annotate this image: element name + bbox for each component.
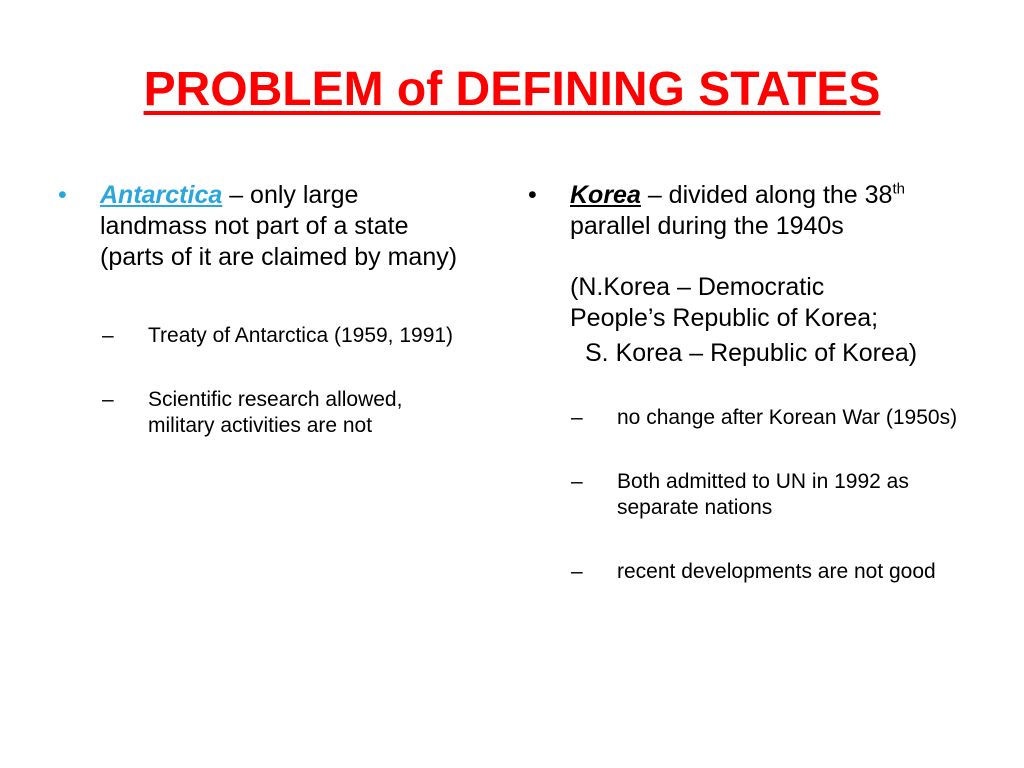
sub-item-un: [571, 469, 978, 521]
sub-dash: –: [571, 470, 583, 493]
antarctica-description: – only large landmass not part of a state (parts of it are claimed by many): [100, 181, 458, 271]
korea-description-part2: parallel during the 1940s: [570, 212, 844, 240]
sub-item-research: [102, 387, 468, 439]
korea-names-line2: S. Korea – Republic of Korea): [585, 339, 918, 367]
sub-item-text: no change after Korean War (1950s): [617, 406, 958, 429]
sub-dash: –: [102, 388, 114, 411]
term-korea: Korea: [570, 181, 641, 209]
slide-title: [0, 62, 1024, 117]
sub-item-recent: [571, 559, 978, 585]
sub-dash: –: [571, 560, 583, 583]
right-column: [528, 180, 978, 585]
korea-description-part1: – divided along the 38: [640, 181, 893, 209]
sub-dash: –: [571, 406, 583, 429]
term-antarctica: Antarctica: [100, 181, 223, 209]
sub-item-text: Both admitted to UN in 1992 as separate nations: [617, 470, 909, 519]
left-column: [58, 180, 468, 439]
sub-item-text: recent developments are not good: [617, 560, 936, 583]
slide-title-text: PROBLEM of DEFINING STATES: [143, 63, 881, 116]
bullet-korea: [528, 180, 978, 242]
sub-item-treaty: [102, 323, 468, 349]
sub-dash: –: [102, 324, 114, 347]
bullet-antarctica: [58, 180, 468, 273]
bullet-dot: •: [528, 181, 537, 209]
sub-item-no-change: [571, 405, 978, 431]
superscript-th: th: [892, 180, 905, 198]
bullet-dot: •: [58, 181, 67, 209]
sub-item-text: Scientific research allowed, military activities are not: [148, 388, 403, 437]
korea-names-paragraph: [528, 272, 978, 369]
sub-item-text: Treaty of Antarctica (1959, 1991): [148, 324, 454, 347]
korea-names-line1: (N.Korea – Democratic People’s Republic of Korea;: [570, 273, 879, 332]
